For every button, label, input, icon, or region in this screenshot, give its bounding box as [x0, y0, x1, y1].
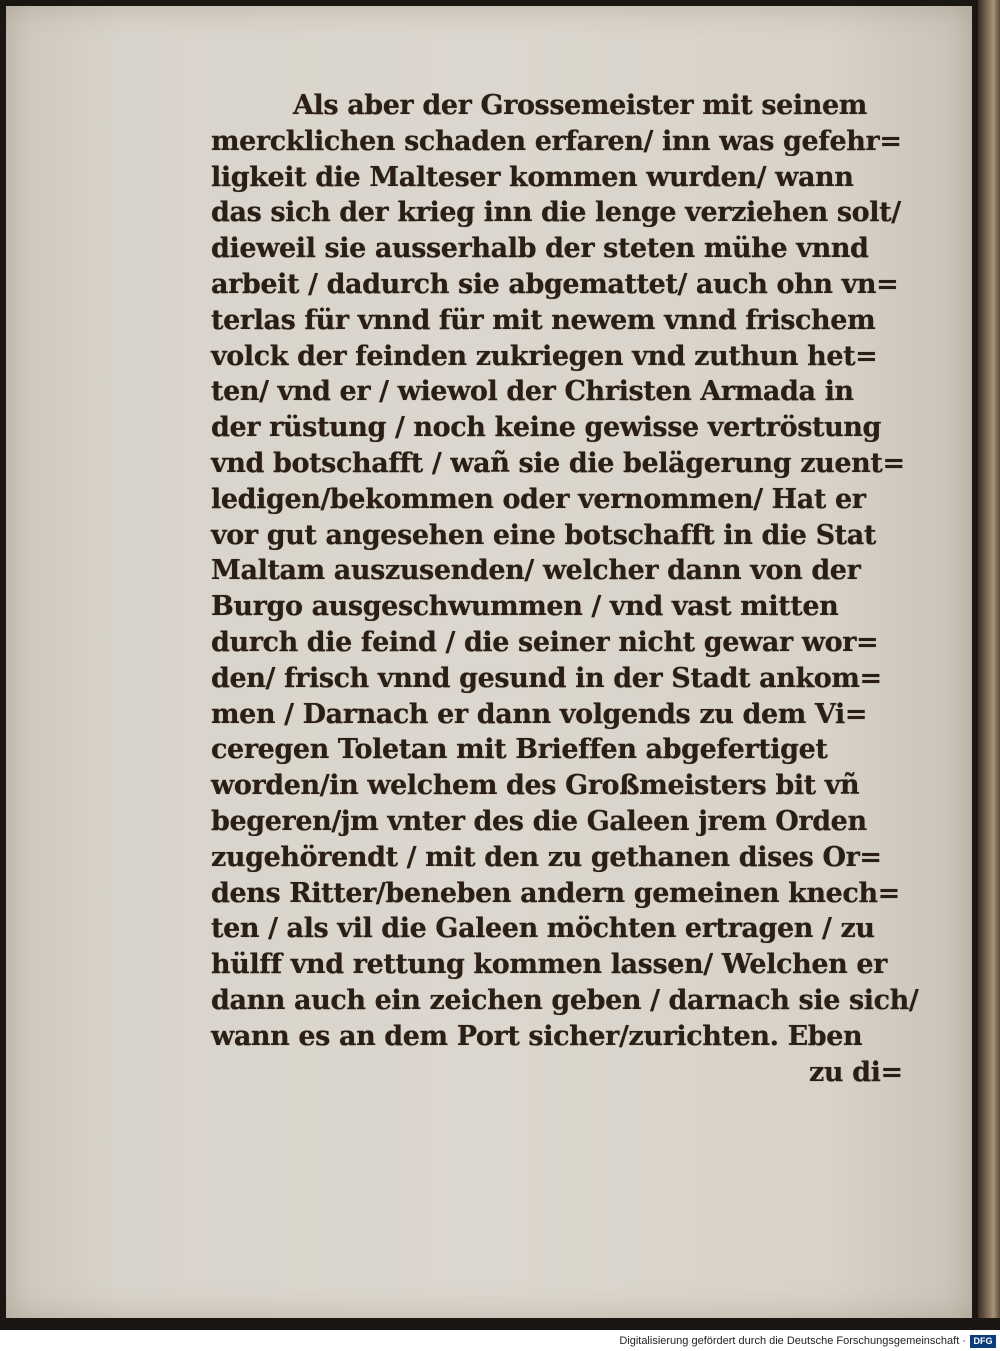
text-line: der rüstung / noch keine gewisse vertröstung — [211, 412, 882, 444]
text-line: mercklichen schaden erfaren/ inn was gefehr= — [211, 125, 902, 157]
paper-page — [6, 6, 972, 1318]
text-line: volck der feinden zukriegen vnd zuthun het= — [211, 340, 878, 372]
text-line: ceregen Toletan mit Brieffen abgefertiget — [211, 734, 828, 766]
text-line: worden/in welchem des Großmeisters bit vñ — [211, 770, 860, 802]
text-line: ten / als vil die Galeen möchten ertragen / zu — [211, 913, 875, 945]
footer-bar — [0, 1333, 1000, 1351]
text-line: begeren/jm vnter des die Galeen jrem Orden — [211, 805, 867, 837]
book-page-edge — [978, 0, 1000, 1318]
text-line: hülff vnd rettung kommen lassen/ Welchen er — [211, 949, 887, 981]
text-line: ledigen/bekommen oder vernommen/ Hat er — [211, 483, 866, 515]
text-line: zugehörendt / mit den zu gethanen dises Or= — [211, 841, 882, 873]
text-line: vor gut angesehen eine botschafft in die Stat — [211, 519, 876, 551]
text-line: terlas für vnnd für mit newem vnnd frischem — [211, 304, 876, 336]
text-line: durch die feind / die seiner nicht gewar wor= — [211, 626, 879, 658]
text-line: den/ frisch vnnd gesund in der Stadt ankom= — [211, 662, 882, 694]
text-line: dieweil sie ausserhalb der steten mühe vnnd — [211, 233, 869, 265]
text-line: dens Ritter/beneben andern gemeinen knech= — [211, 877, 900, 909]
text-line: arbeit / dadurch sie abgemattet/ auch ohn vn= — [211, 268, 899, 300]
text-line: ligkeit die Malteser kommen wurden/ wann — [211, 161, 854, 193]
body-text — [211, 88, 919, 1090]
text-line: men / Darnach er dann volgends zu dem Vi= — [211, 698, 868, 730]
text-line: Burgo ausgeschwummen / vnd vast mitten — [211, 591, 839, 623]
text-line: dann auch ein zeichen geben / darnach sie sich/ — [211, 984, 919, 1016]
dfg-logo-icon: DFG — [970, 1335, 996, 1348]
text-line: wann es an dem Port sicher/zurichten. Eben — [211, 1020, 863, 1052]
catchword: zu di= — [809, 1056, 903, 1088]
text-line: Als aber der Grossemeister mit seinem — [293, 90, 867, 121]
text-line: das sich der krieg inn die lenge verziehen solt/ — [211, 197, 901, 229]
funding-credit: Digitalisierung gefördert durch die Deutsche Forschungsgemeinschaft · — [619, 1335, 966, 1347]
text-line: vnd botschafft / wañ sie die belägerung zuent= — [211, 447, 905, 479]
text-line: Maltam auszusenden/ welcher dann von der — [211, 555, 861, 587]
text-line: ten/ vnd er / wiewol der Christen Armada in — [211, 376, 854, 408]
